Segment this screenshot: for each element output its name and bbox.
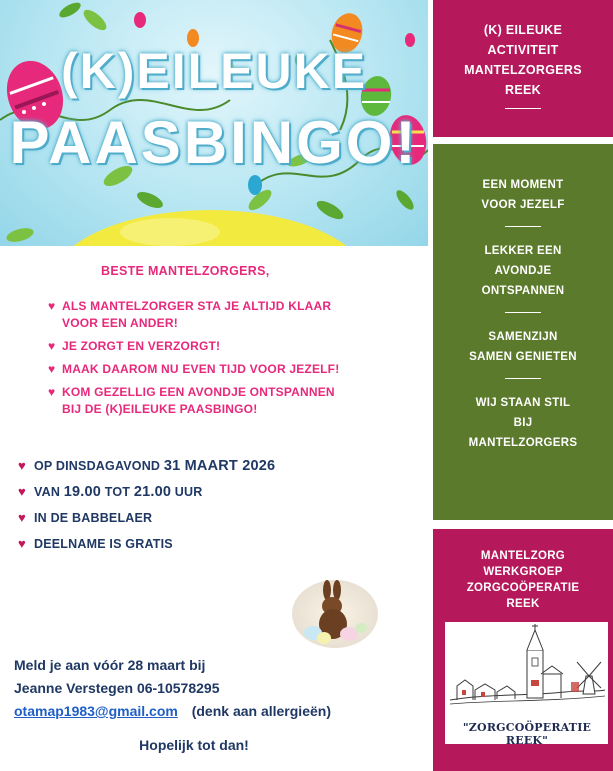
heart-icon: ♥	[18, 458, 26, 473]
detail-location: ♥ IN DE BABBELAER	[18, 510, 153, 525]
logo-caption: "ZORGCOÖPERATIE REEK"	[462, 721, 592, 747]
heart-icon: ♥	[18, 510, 26, 525]
divider	[505, 226, 541, 227]
detail-date: ♥ OP DINSDAGAVOND 31 MAART 2026	[18, 458, 276, 474]
slogan-item: SAMENZIJN SAMEN GENIETEN	[469, 331, 577, 363]
heart-icon: ♥	[48, 385, 56, 399]
signup-line1: Meld je aan vóór 28 maart bij	[14, 657, 206, 673]
allergy-note: (denk aan allergieën)	[191, 703, 331, 719]
sidebar-organizer-box: MANTELZORG WERKGROEP ZORGCOÖPERATIE REEK	[433, 529, 613, 771]
sidebar-slogans-box	[433, 144, 613, 520]
slogan-item: LEKKER EEN AVONDJE ONTSPANNEN	[481, 245, 565, 297]
header-banner	[0, 0, 428, 246]
heart-icon: ♥	[48, 339, 56, 353]
signup-info	[14, 654, 331, 723]
divider	[505, 108, 541, 109]
banner-title-line1: (K)EILEUKE	[60, 43, 368, 99]
message-item: ♥ KOM GEZELLIG EEN AVONDJE ONTSPANNEN BIJ DE (K)EILEUKE PAASBINGO!	[48, 385, 335, 416]
detail-cost: ♥ DEELNAME IS GRATIS	[18, 536, 173, 551]
slogan-item: WIJ STAAN STIL BIJ MANTELZORGERS	[468, 397, 578, 449]
heart-icon: ♥	[48, 362, 56, 376]
chocolate-bunny-image	[291, 578, 379, 648]
slogan-item: EEN MOMENT VOOR JEZELF	[481, 179, 565, 211]
message-item: ♥ JE ZORGT EN VERZORGT!	[48, 339, 221, 353]
greeting: BESTE MANTELZORGERS,	[101, 264, 270, 278]
message-list	[48, 298, 418, 424]
heart-icon: ♥	[18, 536, 26, 551]
email-link[interactable]: otamap1983@gmail.com	[14, 703, 178, 719]
church-skyline-drawing	[445, 622, 608, 722]
signup-line2: Jeanne Verstegen 06-10578295	[14, 680, 220, 696]
heart-icon: ♥	[18, 484, 26, 499]
message-item: ♥ ALS MANTELZORGER STA JE ALTIJD KLAAR VOOR EEN ANDER!	[48, 299, 332, 330]
banner-title-line2: PAASBINGO!	[9, 109, 419, 176]
closing-text: Hopelijk tot dan!	[139, 737, 249, 753]
detail-time: ♥ VAN 19.00 TOT 21.00 UUR	[18, 484, 203, 500]
sidebar-title-box: (K) EILEUKE ACTIVITEIT MANTELZORGERS REEK	[433, 0, 613, 137]
heart-icon: ♥	[48, 299, 56, 313]
divider	[505, 378, 541, 379]
divider	[505, 312, 541, 313]
event-details	[18, 458, 378, 562]
message-item: ♥ MAAK DAAROM NU EVEN TIJD VOOR JEZELF!	[48, 362, 340, 376]
